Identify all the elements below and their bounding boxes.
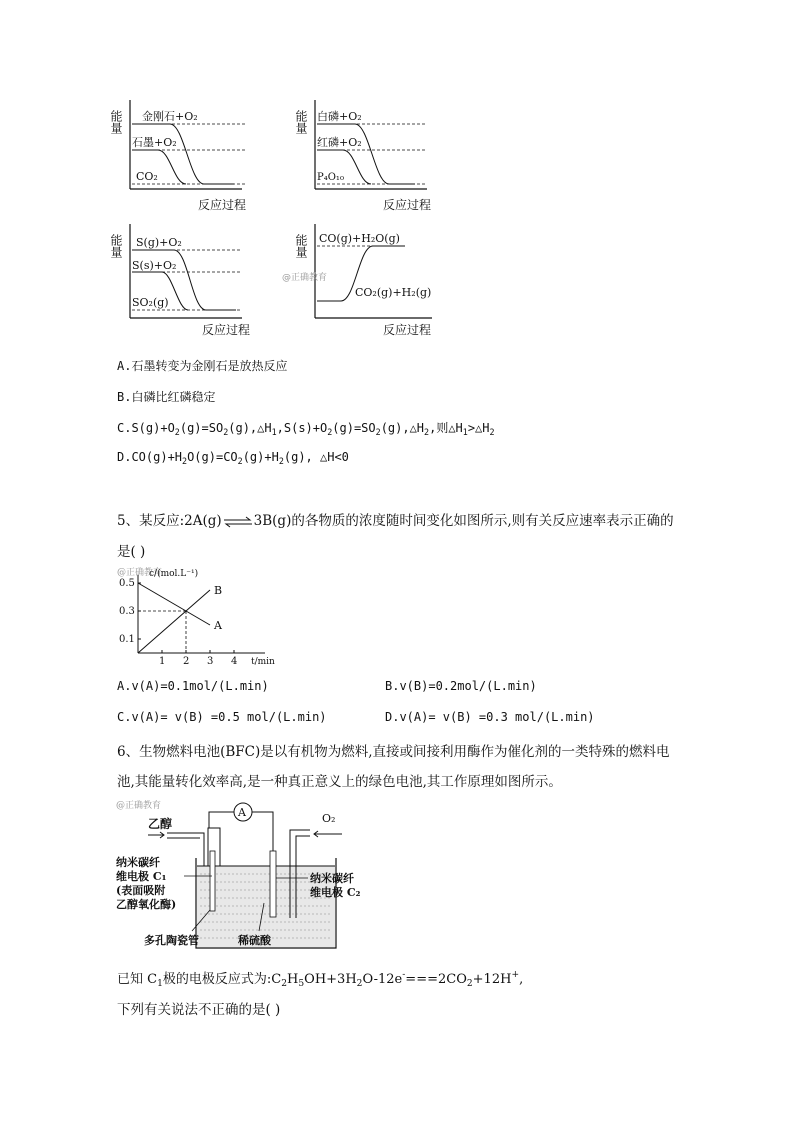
oxygen-label: O₂ (322, 812, 336, 825)
q4-option-b: B.白磷比红磷稳定 (117, 390, 216, 404)
graph-4-bottom: CO₂(g)+H₂(g) (355, 286, 432, 299)
graph-2-bottom: P₄O₁₀ (317, 172, 344, 183)
series-line-A (138, 583, 210, 625)
q4-option-c: $C.S(g)+O_2(g)=SO_2(g),\triangle H_1,S(s)+O_2(g)=SO_2(g),\triangle H_2$,则$\triangle H_1>\triangle H_2$ (117, 421, 495, 437)
q4-option-d: $D.CO(g)+H_2O(g)=CO_2(g)+H_2(g)$, △H<0 (117, 450, 349, 466)
energy-graph-2 (294, 96, 477, 216)
y-tick-label: 0.1 (119, 634, 135, 645)
equilibrium-arrow-icon (222, 517, 254, 527)
graph-3-ylabel: 能量 (109, 234, 123, 258)
c1-label-2: 维电极 C₁ (116, 870, 167, 883)
x-tick-label: 4 (231, 656, 238, 667)
graph-3-mid: S(s)+O₂ (132, 259, 177, 272)
q5-option-a: A.v(A)=0.1mol/(L.min) (117, 679, 269, 693)
y-tick-label: 0.3 (119, 606, 135, 617)
graph-2-top: 白磷+O₂ (317, 110, 362, 123)
graph-2-xlabel: 反应过程 (383, 198, 432, 212)
ethanol-label: 乙醇 (148, 817, 173, 831)
c2-label-2: 维电极 C₂ (310, 886, 361, 899)
diagram-watermark: @正确教育 (116, 801, 162, 811)
q6-known-equation: 已知 $C_1$极的电极反应式为$:C_2H_5OH+3H_2O-12e^-===2CO_2+12H^+$, (117, 970, 524, 989)
q5-stem-line2: 是( ) (117, 544, 146, 560)
c1-label-3: (表面吸附 (116, 884, 166, 897)
graph-1-xlabel: 反应过程 (198, 198, 247, 212)
graph-1-bottom: CO₂ (136, 170, 158, 183)
graph-1-mid: 石墨+O₂ (132, 136, 177, 149)
graph-3-bottom: SO₂(g) (132, 296, 169, 309)
c1-label-4: 乙醇氧化酶) (116, 898, 177, 911)
x-tick-label: 1 (159, 656, 166, 667)
chart-watermark: @正确教育 (117, 568, 163, 578)
series-label-B: B (214, 584, 223, 597)
energy-graph-3 (109, 220, 292, 340)
c1-label-1: 纳米碳纤 (116, 856, 160, 869)
q5-option-c: C.v(A)= v(B) =0.5 mol/(L.min) (117, 710, 327, 724)
concentration-time-chart (115, 565, 275, 670)
c2-label-1: 纳米碳纤 (310, 872, 354, 885)
tube-label: 多孔陶瓷管 (144, 934, 199, 947)
acid-label: 稀硫酸 (238, 934, 271, 947)
graph-3-top: S(g)+O₂ (136, 236, 182, 249)
q5-option-d: D.v(A)= v(B) =0.3 mol/(L.min) (385, 710, 595, 724)
graph-4-top: CO(g)+H₂O(g) (319, 232, 400, 245)
q6-line1: 6、生物燃料电池(BFC)是以有机物为燃料,直接或间接利用酶作为催化剂的一类特殊的燃料电 (117, 744, 670, 760)
graph-3-xlabel: 反应过程 (202, 323, 251, 337)
series-line-B (138, 590, 210, 653)
graph-4-xlabel: 反应过程 (383, 323, 432, 337)
y-tick-label: 0.5 (119, 578, 135, 589)
ammeter-label: A (238, 806, 246, 819)
graph-1-ylabel: 能量 (109, 110, 123, 134)
chart-y-unit: c/(mol.L⁻¹) (149, 569, 199, 579)
watermark: @正确教育 (282, 273, 328, 283)
q5-stem-line1: 5、某反应:2A(g) 3B(g)的各物质的浓度随时间变化如图所示,则有关反应速率表示正确的 (117, 513, 674, 529)
graph-2-ylabel: 能量 (294, 110, 308, 134)
x-tick-label: 2 (183, 656, 190, 667)
series-label-A: A (214, 619, 222, 632)
x-tick-label: 3 (207, 656, 214, 667)
q5-option-b: B.v(B)=0.2mol/(L.min) (385, 679, 537, 693)
q6-question: 下列有关说法不正确的是( ) (117, 1002, 281, 1018)
q4-option-a: A.石墨转变为金刚石是放热反应 (117, 359, 288, 373)
fuel-cell-diagram (114, 798, 374, 953)
graph-4-ylabel: 能量 (294, 234, 308, 258)
graph-2-mid: 红磷+O₂ (317, 136, 362, 149)
chart-x-unit: t/min (251, 657, 275, 667)
energy-graph-1 (109, 96, 292, 216)
graph-1-top: 金刚石+O₂ (142, 110, 198, 123)
q6-line2: 池,其能量转化效率高,是一种真正意义上的绿色电池,其工作原理如图所示。 (117, 774, 562, 790)
